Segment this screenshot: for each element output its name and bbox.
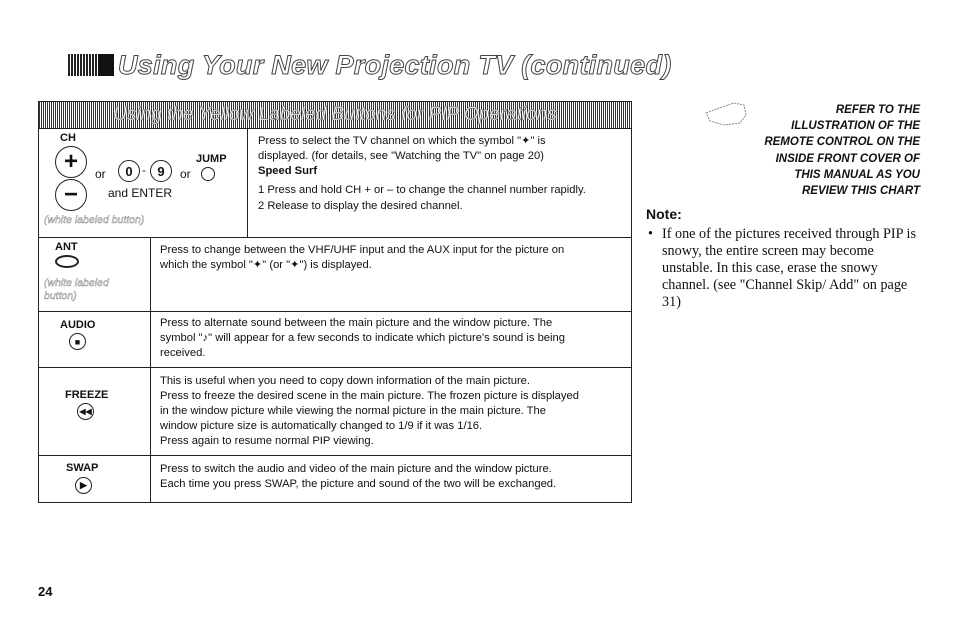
audio-desc-line: received. xyxy=(160,347,206,359)
freeze-desc-line: in the window picture while viewing the normal picture in the main picture. The xyxy=(160,405,546,417)
freeze-desc-line: Press again to resume normal PIP viewing. xyxy=(160,435,374,447)
row1-divider xyxy=(247,129,248,237)
ch-desc-line: displayed. (for details, see "Watching the TV" on page 20) xyxy=(258,150,544,162)
swap-desc-line: Each time you press SWAP, the picture and sound of the two will be exchanged. xyxy=(160,478,557,490)
freeze-label: FREEZE xyxy=(65,389,109,401)
white-labeled-note: (white labeled button) xyxy=(44,277,109,302)
speed-surf-step: 2 Release to display the desired channel. xyxy=(258,200,463,212)
page-title: Using Your New Projection TV (continued) xyxy=(118,50,672,80)
ant-label: ANT xyxy=(55,241,78,253)
and-enter-text: and ENTER xyxy=(108,186,173,200)
column-divider xyxy=(150,237,151,503)
ch-desc-line: Press to select the TV channel on which the symbol "✦" is xyxy=(258,135,546,147)
freeze-desc-line: window picture size is automatically changed to 1/9 if it was 1/16. xyxy=(160,420,483,432)
refer-line: INSIDE FRONT COVER OF xyxy=(775,152,920,165)
refer-line: REMOTE CONTROL ON THE xyxy=(764,136,920,149)
digit-0-button-icon: 0 xyxy=(118,160,140,182)
table-banner-title: Using the Yellow Labeled Buttons for PIP Operations xyxy=(113,104,557,125)
jump-label: JUMP xyxy=(196,153,227,165)
refer-note xyxy=(708,102,920,199)
ch-label: CH xyxy=(60,132,76,144)
ant-desc-line: which the symbol "✦" (or "✦") is displayed. xyxy=(160,259,372,271)
ch-minus-button-icon: − xyxy=(55,179,87,211)
refer-line: REVIEW THIS CHART xyxy=(802,185,920,198)
white-labeled-note: (white labeled button) xyxy=(44,214,145,226)
refer-line: THIS MANUAL AS YOU xyxy=(794,168,920,181)
speed-surf-step: 1 Press and hold CH + or – to change the channel number rapidly. xyxy=(258,184,586,196)
ant-button-icon xyxy=(55,255,79,268)
audio-button-icon: ■ xyxy=(69,333,86,350)
row-separator xyxy=(38,367,632,368)
row-separator xyxy=(38,502,632,503)
or-text: or xyxy=(180,167,191,181)
swap-desc-line: Press to switch the audio and video of the main picture and the window picture. xyxy=(160,463,552,475)
audio-label: AUDIO xyxy=(60,319,96,331)
table-banner xyxy=(38,101,632,129)
freeze-button-icon: ◀◀ xyxy=(77,403,94,420)
speed-surf-heading: Speed Surf xyxy=(258,165,318,177)
jump-button-icon xyxy=(201,167,215,181)
digit-9-button-icon: 9 xyxy=(150,160,172,182)
freeze-desc-line: Press to freeze the desired scene in the main picture. The frozen picture is displayed xyxy=(160,390,579,402)
header-decoration xyxy=(68,54,114,76)
range-dash: - xyxy=(142,165,146,177)
note-body xyxy=(648,226,916,311)
page-number: 24 xyxy=(38,584,53,599)
note-heading: Note: xyxy=(646,206,682,222)
row-separator xyxy=(38,311,632,312)
swap-label: SWAP xyxy=(66,462,99,474)
swap-button-icon: ▶ xyxy=(75,477,92,494)
row-separator xyxy=(38,237,632,238)
note-text: If one of the pictures received through PIP is snowy, the entire screen may become unstable. In this case, erase the snowy channel. (see "Channel Skip/ Add" on page 31) xyxy=(662,226,916,310)
row-separator xyxy=(38,455,632,456)
ant-desc-line: Press to change between the VHF/UHF input and the AUX input for the picture on xyxy=(160,244,565,256)
or-text: or xyxy=(95,167,106,181)
audio-desc-line: symbol "♪" will appear for a few seconds to indicate which picture's sound is being xyxy=(160,332,565,344)
note-bullet: • xyxy=(648,226,653,242)
table-border-right xyxy=(631,129,632,503)
refer-line: ILLUSTRATION OF THE xyxy=(791,120,920,133)
table-border-left xyxy=(38,129,39,503)
refer-line: REFER TO THE xyxy=(835,104,920,116)
audio-desc-line: Press to alternate sound between the main picture and the window picture. The xyxy=(160,317,553,329)
ch-plus-button-icon: + xyxy=(55,146,87,178)
freeze-desc-line: This is useful when you need to copy down information of the main picture. xyxy=(160,375,531,387)
